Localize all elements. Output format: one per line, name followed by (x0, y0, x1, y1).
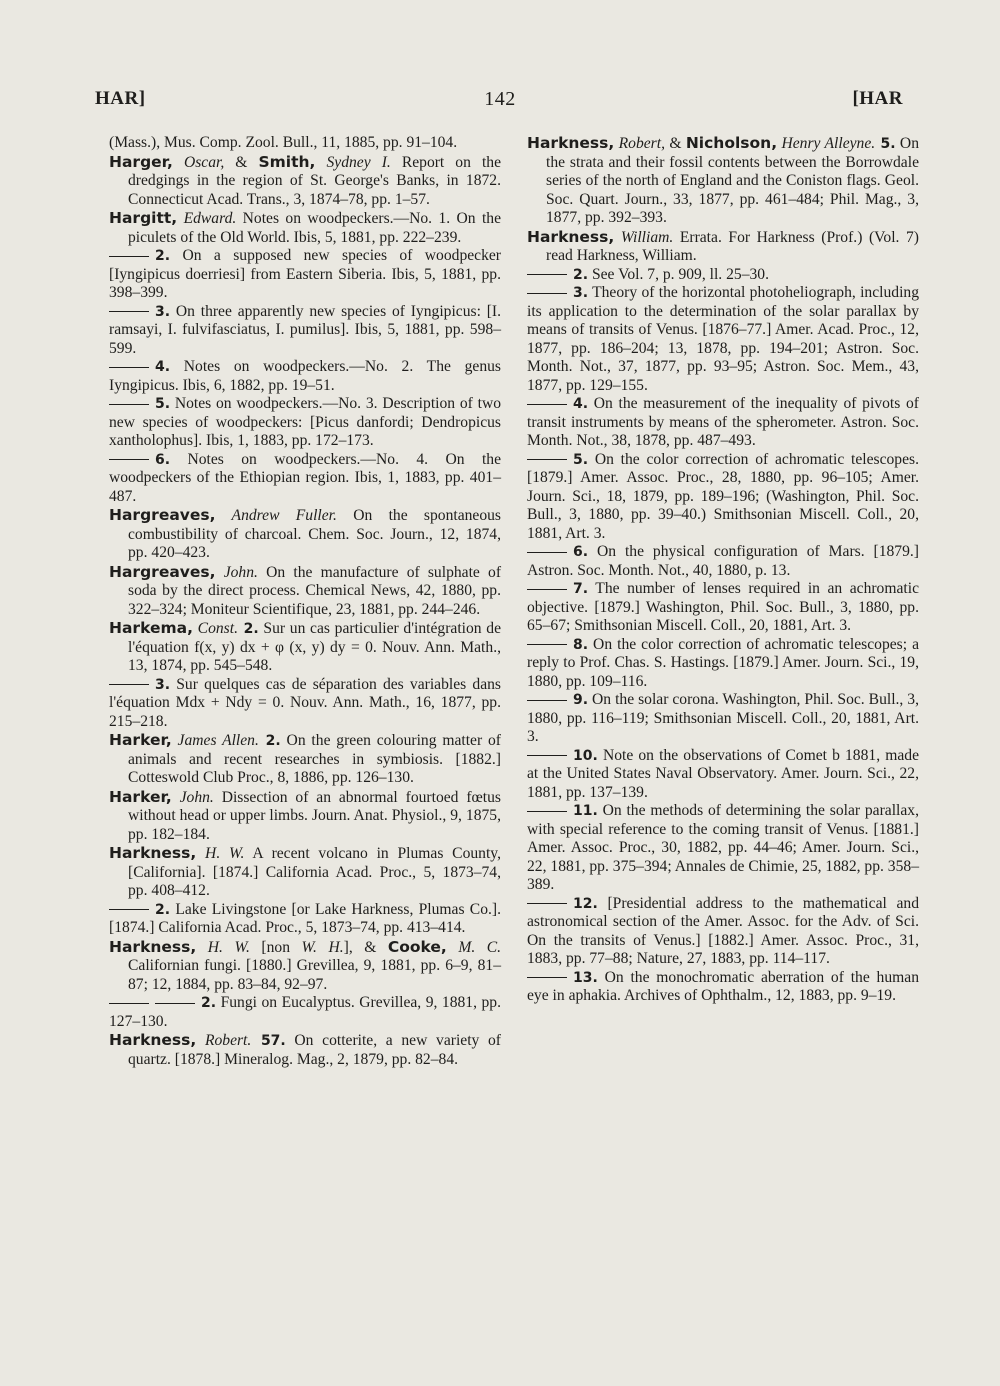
bibliography-entry (527, 134, 919, 228)
entry-number: 2. (258, 733, 281, 749)
author-surname: Harkness, (109, 1031, 197, 1049)
entry-text: Notes on woodpeckers.—No. 3. Description of two new species of woodpeckers: [Picus danfordi; Dendropicus xantholophus]. Ibis, 1, 1883, pp. 172–173. (109, 395, 501, 449)
entry-number: 57. (251, 1033, 286, 1049)
entry-text: On the manufacture of sulphate of soda by the direct process. Chemical News, 42, 1880, pp. 322–324; Moniteur Scientifique, 23, 1881, pp. 244–246. (128, 563, 502, 618)
bibliography-subentry (527, 969, 919, 1006)
entry-text: On the green colouring matter of animals and recent researches in symbiosis. [1882.] Cotteswold Club Proc., 8, 1886, pp. 126–130. (128, 732, 501, 786)
entry-connector: [non (249, 938, 302, 956)
bibliography-entry (109, 209, 501, 247)
header-right-guide: [HAR (852, 88, 903, 109)
author-given-name: Andrew Fuller. (215, 507, 337, 524)
ditto-rule (527, 977, 567, 978)
coauthor-surname: Cooke, (387, 937, 447, 956)
left-column (109, 134, 501, 1069)
entry-text: Notes on woodpeckers.—No. 4. On the woodpeckers of the Ethiopian region. Ibis, 1, 1883, pp. 401–487. (109, 450, 501, 505)
entry-text: Notes on woodpeckers.—No. 2. The genus Iyngipicus. Ibis, 6, 1882, pp. 19–51. (109, 358, 501, 394)
bibliography-entry (109, 1031, 501, 1069)
ditto-rule (527, 404, 567, 405)
ditto-rule (109, 404, 149, 405)
entry-number: 9. (573, 692, 589, 708)
header-left-guide: HAR] (95, 88, 146, 109)
author-surname: Harker, (109, 731, 172, 749)
bibliography-entry (109, 938, 501, 995)
ditto-rule (109, 684, 149, 685)
entry-continuation (109, 134, 501, 153)
author-surname: Hargitt, (109, 209, 178, 227)
author-surname: Harkness, (527, 227, 615, 246)
entry-number: 2. (237, 621, 259, 637)
author-given-name: James Allen. (171, 732, 259, 749)
entry-text: On the strata and their fossil contents between the Borrowdale series of the north of England and the Coniston flags. Geol. Soc. Quart. Journ., 33, 1877, pp. 461–484; Phil. Mag., 3, 1877, pp. 392–393. (546, 135, 919, 226)
bibliography-subentry (109, 901, 501, 938)
bibliography-subentry (527, 895, 919, 969)
coauthor-given-name: M. C. (446, 938, 502, 956)
entry-connector: ], & (343, 938, 388, 956)
bibliography-subentry (527, 266, 919, 285)
author-given-name: Const. (192, 620, 238, 637)
entry-number: 3. (155, 303, 171, 320)
bibliography-subentry (109, 358, 501, 395)
entry-text: On a supposed new species of woodpecker [Iyngipicus doerriesi] from Eastern Siberia. Ibis, 5, 1881, pp. 398–399. (109, 247, 501, 301)
bibliography-subentry (109, 247, 501, 303)
entry-number: 4. (573, 396, 589, 412)
ditto-rule (527, 589, 567, 590)
author-given-name: John. (171, 788, 214, 806)
entry-number: 13. (573, 969, 598, 986)
entry-connector: & (664, 135, 686, 152)
bibliography-subentry (109, 395, 501, 451)
coauthor-surname: Nicholson, (685, 134, 778, 152)
ditto-rule (109, 311, 149, 312)
entry-number: 3. (573, 285, 589, 301)
author-given-name: William. (614, 228, 674, 246)
running-header (0, 88, 1000, 118)
author-given-name: John. (215, 563, 258, 581)
entry-text: Notes on woodpeckers.—No. 1. On the piculets of the Old World. Ibis, 5, 1881, pp. 222–239. (128, 210, 501, 246)
entry-text: Fungi on Eucalyptus. Grevillea, 9, 1881, pp. 127–130. (109, 994, 501, 1030)
author-given-name: Robert, (614, 135, 665, 152)
bibliography-subentry (527, 747, 919, 803)
right-column (527, 134, 919, 1006)
ditto-rule (527, 755, 567, 756)
entry-text: Sur un cas particulier d'intégration de l'équation f(x, y) dx + φ (x, y) dy = 0. Nouv. Ann. Math., 13, 1874, pp. 545–548. (128, 620, 501, 674)
bibliography-subentry (527, 451, 919, 544)
author-surname: Harkness, (527, 134, 615, 152)
ditto-rule (527, 293, 567, 294)
author-surname: Harger, (109, 152, 173, 171)
entry-number: 7. (573, 581, 589, 597)
coauthor-given-name: Sydney I. (315, 153, 391, 171)
entry-text: [Presidential address to the mathematical and astronomical section of the Amer. Assoc. for the Adv. of Sci. On the transits of Venus.] [1882.] Amer. Assoc. Proc., 31, 1883, pp. 77–88; Nature, 27, 1883, pp. 114–117. (527, 894, 919, 967)
entry-number: 2. (155, 248, 171, 264)
entry-connector: & (224, 153, 259, 171)
entry-number: 6. (155, 451, 171, 468)
entry-number: 2. (573, 266, 589, 283)
ditto-rule (109, 1003, 149, 1004)
entry-text: On the methods of determining the solar parallax, with special reference to the coming transit of Venus. [1881.] Amer. Assoc. Proc., 30, 1882, pp. 44–46; Amer. Journ. Sci., 22, 1881, pp. 375–394; Annales de Chimie, 25, 1882, pp. 358–389. (527, 802, 919, 893)
ditto-rule (109, 367, 149, 368)
bibliography-entry (109, 731, 501, 788)
entry-text: Report on the dredgings in the region of St. George's Banks, in 1872. Connecticut Acad. Trans., 3, 1874–78, pp. 1–57. (128, 153, 501, 208)
entry-text: Note on the observations of Comet b 1881, made at the United States Naval Observatory. Amer. Journ. Sci., 22, 1881, pp. 137–139. (527, 746, 919, 801)
entry-number: 11. (573, 803, 598, 819)
author-given-name: Edward. (177, 210, 237, 227)
bibliography-subentry (527, 636, 919, 692)
bibliography-entry (109, 844, 501, 901)
bibliography-entry (527, 228, 919, 266)
entry-text: On the solar corona. Washington, Phil. Soc. Bull., 3, 1880, pp. 116–119; Smithsonian Miscell. Coll., 20, 1881, Art. 3. (527, 691, 919, 745)
entry-text: On the measurement of the inequality of pivots of transit instruments by means of the spherometer. Astron. Soc. Month. Not., 38, 1878, pp. 487–493. (527, 395, 919, 449)
entry-text: The number of lenses required in an achromatic objective. [1879.] Washington, Phil. Soc. Bull., 3, 1880, pp. 65–67; Smithsonian Miscell. Coll., 20, 1881, Art. 3. (527, 580, 919, 634)
entry-text: See Vol. 7, p. 909, ll. 25–30. (588, 265, 769, 283)
ditto-rule (527, 459, 567, 460)
author-given-name: H. W. (196, 845, 245, 862)
author-given-name: W. H. (301, 938, 344, 956)
entry-text: (Mass.), Mus. Comp. Zool. Bull., 11, 1885, pp. 91–104. (109, 134, 458, 151)
entry-text: On three apparently new species of Iyngipicus: [I. ramsayi, I. fulvifasciatus, I. pumilus]. Ibis, 5, 1881, pp. 598–599. (109, 302, 501, 357)
entry-text: Theory of the horizontal photoheliograph, including its application to the determination of the solar parallax by means of transits of Venus. [1876–77.] Amer. Acad. Proc., 12, 1877, pp. 186–204; 13, 1878, pp. 194–201; Astron. Soc. Month. Not., 37, 1877, pp. 93–95; Astron. Soc. Mem., 43, 1877, pp. 129–155. (527, 284, 919, 394)
entry-text: Sur quelques cas de séparation des variables dans l'équation Mdx + Ndy = 0. Nouv. Ann. Math., 16, 1877, pp. 215–218. (109, 675, 501, 730)
entry-text: Californian fungi. [1880.] Grevillea, 9, 1881, pp. 6–9, 81–87; 12, 1884, pp. 83–84, 92–97. (128, 957, 501, 993)
author-given-name: H. W. (196, 938, 250, 956)
bibliography-subentry (527, 580, 919, 636)
bibliography-entry (109, 153, 501, 210)
ditto-rule (527, 274, 567, 275)
entry-number: 2. (155, 901, 171, 918)
ditto-rule (527, 700, 567, 701)
bibliography-subentry (527, 395, 919, 451)
ditto-rule (527, 552, 567, 553)
entry-text: Lake Livingstone [or Lake Harkness, Plumas Co.]. [1874.] California Acad. Proc., 5, 1873–74, pp. 413–414. (109, 900, 501, 936)
bibliography-subentry (109, 676, 501, 732)
bibliography-subentry (527, 543, 919, 580)
entry-number: 3. (155, 676, 171, 693)
bibliography-entry (109, 563, 501, 620)
entry-text: On the physical configuration of Mars. [1879.] Astron. Soc. Month. Not., 40, 1880, p. 13. (527, 543, 919, 579)
bibliography-entry (109, 506, 501, 563)
bibliography-entry (109, 619, 501, 676)
bibliography-subentry (109, 451, 501, 507)
entry-text: On the color correction of achromatic telescopes; a reply to Prof. Chas. S. Hastings. [1879.] Amer. Journ. Sci., 19, 1880, pp. 109–116. (527, 635, 919, 690)
author-surname: Harkness, (109, 844, 197, 862)
ditto-rule (109, 909, 149, 910)
author-given-name: Oscar, (172, 153, 225, 171)
entry-number: 5. (875, 136, 896, 152)
bibliography-entry (109, 788, 501, 845)
ditto-rule (527, 811, 567, 812)
entry-text: On the spontaneous combustibility of charcoal. Chem. Soc. Journ., 12, 1874, pp. 420–423. (128, 507, 502, 561)
ditto-rule (527, 644, 567, 645)
entry-text: On the monochromatic aberration of the human eye in aphakia. Archives of Ophthalm., 12, 1883, pp. 9–19. (527, 968, 919, 1004)
bibliography-subentry (109, 303, 501, 359)
entry-number: 4. (155, 359, 171, 375)
author-surname: Hargreaves, (109, 562, 216, 581)
entry-text: On the color correction of achromatic telescopes. [1879.] Amer. Assoc. Proc., 28, 1880, pp. 96–105; Amer. Journ. Sci., 18, 1879, pp. 189–196; (Washington, Phil. Soc. Bull., 3, 1880, pp. 39–40.) Smithsonian Miscell. Coll., 20, 1881, Art. 3. (527, 450, 919, 542)
entry-number: 8. (573, 636, 589, 653)
entry-number: 5. (155, 396, 171, 412)
ditto-rule (155, 1003, 195, 1004)
bibliography-subentry (527, 691, 919, 747)
ditto-rule (527, 903, 567, 904)
entry-number: 6. (573, 544, 589, 560)
author-surname: Harkness, (109, 937, 197, 956)
ditto-rule (109, 459, 149, 460)
entry-text: On cotterite, a new variety of quartz. [1878.] Mineralog. Mag., 2, 1879, pp. 82–84. (128, 1032, 501, 1068)
entry-text: Errata. For Harkness (Prof.) (Vol. 7) read Harkness, William. (546, 228, 919, 264)
entry-number: 2. (201, 995, 217, 1011)
entry-number: 12. (573, 895, 598, 912)
entry-number: 10. (573, 747, 598, 764)
coauthor-surname: Smith, (258, 152, 316, 171)
entry-number: 5. (573, 451, 589, 468)
bibliography-subentry (527, 284, 919, 395)
ditto-rule (109, 256, 149, 257)
entry-text: A recent volcano in Plumas County, [California]. [1874.] California Acad. Proc., 5, 1873–74, pp. 408–412. (128, 845, 501, 899)
bibliography-subentry (527, 802, 919, 895)
author-surname: Harker, (109, 787, 172, 806)
author-surname: Harkema, (109, 619, 193, 637)
author-given-name: Robert. (196, 1032, 252, 1049)
entry-text: Dissection of an abnormal fourtoed fœtus without head or upper limbs. Journ. Anat. Physiol., 9, 1875, pp. 182–184. (128, 788, 502, 843)
coauthor-given-name: Henry Alleyne. (777, 135, 876, 152)
bibliography-subentry (109, 994, 501, 1031)
page-number: 142 (484, 88, 516, 110)
author-surname: Hargreaves, (109, 506, 216, 524)
